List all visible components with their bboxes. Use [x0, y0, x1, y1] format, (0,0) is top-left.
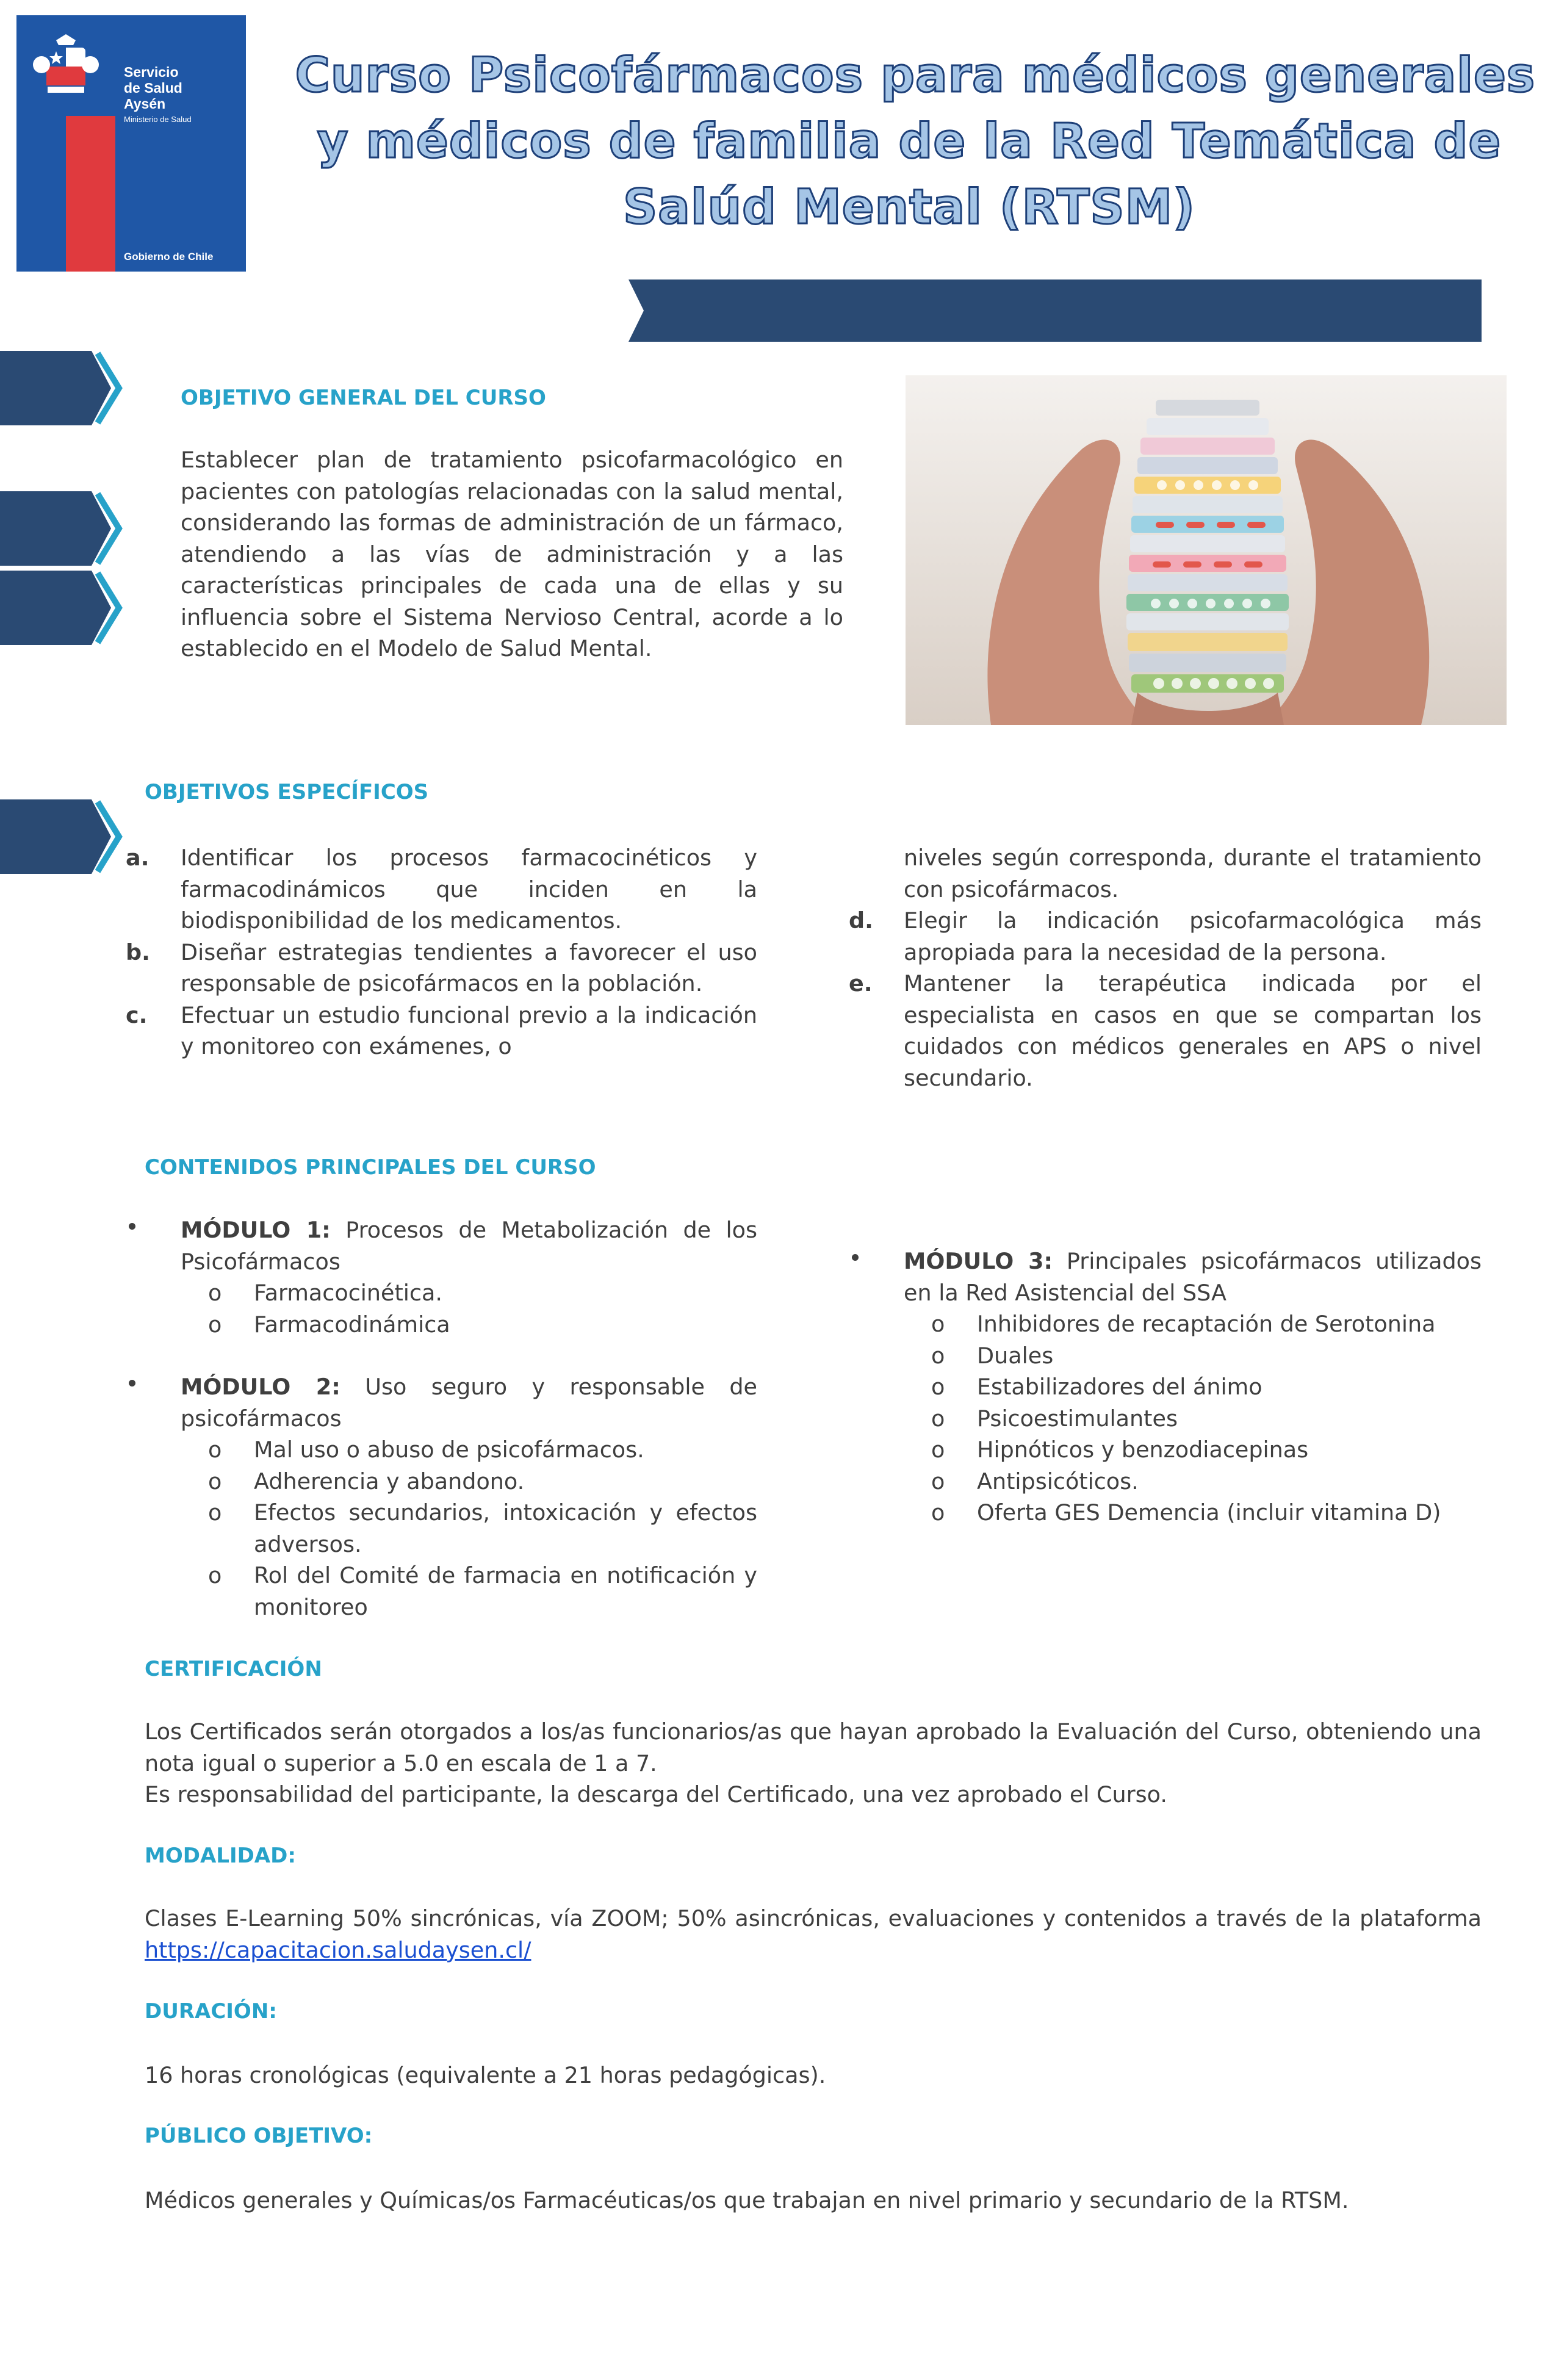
list-item — [126, 842, 757, 937]
module-text: Uso seguro y responsable de psicofármacos — [181, 1374, 757, 1432]
sub-item: o Antipsicóticos. — [931, 1468, 1139, 1495]
modalidad-description: Clases E-Learning 50% sincrónicas, vía ZOOM; 50% asincrónicas, evaluaciones y contenidos a través de la plataforma — [145, 1905, 1482, 1931]
list-item-continuation: niveles según corresponda, durante el tratamiento con psicofármacos. — [904, 845, 1482, 903]
title-banner-bar — [629, 279, 1482, 342]
sub-item: o Oferta GES Demencia (incluir vitamina D) — [931, 1499, 1441, 1526]
module-label: MÓDULO 3: — [904, 1248, 1053, 1274]
chevron-right-icon — [0, 571, 125, 645]
list-item-text: Diseñar estrategias tendientes a favorecer el uso responsable de psicofármacos en la población. — [181, 939, 757, 997]
chevron-right-icon — [0, 799, 125, 874]
title-line: Salúd Mental (RTSM) — [623, 180, 1195, 235]
list-item-text: Efectuar un estudio funcional previo a la indicación y monitoreo con exámenes, o — [181, 1001, 757, 1059]
sub-item: o Adherencia y abandono. — [208, 1468, 525, 1495]
sub-item: o Efectos secundarios, intoxicación y efectos adversos. — [208, 1499, 757, 1557]
list-letter: d. — [849, 907, 873, 934]
publico-heading: PÚBLICO OBJETIVO: — [145, 2124, 373, 2148]
bullet-icon — [129, 1380, 135, 1387]
platform-link[interactable]: https://capacitacion.saludaysen.cl/ — [145, 1936, 531, 1963]
publico-text: Médicos generales y Químicas/os Farmacéuticas/os que trabajan en nivel primario y secundario de la RTSM. — [145, 2187, 1349, 2213]
pills-in-hands-photo — [906, 375, 1507, 725]
list-item-text: Elegir la indicación psicofarmacológica más apropiada para la necesidad de la persona. — [904, 907, 1482, 965]
objetivo-general-text: Establecer plan de tratamiento psicofarmacológico en pacientes con patologías relacionadas con la salud mental, considerando las formas de administración de un fármaco, atendiendo a las vías de administración y a las características principales de cada una de ellas y su influencia sobre el Sistema Nervioso Central, acorde a lo establecido en el Modelo de Salud Mental. — [181, 447, 843, 662]
list-item — [126, 1000, 757, 1062]
sub-item: o Farmacocinética. — [208, 1280, 442, 1306]
objetivo-general-heading: OBJETIVO GENERAL DEL CURSO — [181, 386, 546, 410]
title-line: y médicos de familia de la Red Temática de — [317, 114, 1502, 169]
modulo-3 — [904, 1246, 1482, 1529]
sub-item: o Farmacodinámica — [208, 1311, 450, 1338]
bullet-icon — [852, 1254, 859, 1261]
module-label: MÓDULO 2: — [181, 1374, 340, 1400]
servicio-salud-aysen-logo — [16, 15, 246, 272]
list-item — [126, 937, 757, 1000]
list-item — [849, 905, 1482, 968]
sub-item: o Inhibidores de recaptación de Serotonina — [931, 1311, 1436, 1337]
logo-ministry: Ministerio de Salud — [124, 115, 192, 124]
modulo-2 — [181, 1371, 757, 1623]
modalidad-heading: MODALIDAD: — [145, 1844, 296, 1868]
certificacion-text — [145, 1716, 1482, 1811]
list-item-text: Mantener la terapéutica indicada por el especialista en casos en que se compartan los cuidados con médicos generales en APS o nivel secundario. — [904, 970, 1482, 1091]
sub-item: o Mal uso o abuso de psicofármacos. — [208, 1437, 644, 1463]
contenidos-heading: CONTENIDOS PRINCIPALES DEL CURSO — [145, 1155, 596, 1180]
module-item — [904, 1246, 1482, 1308]
duracion-heading: DURACIÓN: — [145, 1999, 277, 2024]
bullet-icon — [129, 1223, 135, 1230]
title-line: Curso Psicofármacos para médicos generales — [295, 48, 1536, 103]
certificacion-heading: CERTIFICACIÓN — [145, 1657, 322, 1681]
logo-government: Gobierno de Chile — [124, 251, 214, 262]
list-letter: c. — [126, 1001, 148, 1028]
chile-crest-icon — [16, 15, 115, 116]
certificacion-paragraph: Es responsabilidad del participante, la descarga del Certificado, una vez aprobado el Curso. — [145, 1781, 1167, 1808]
objetivos-list-right — [849, 905, 1482, 1094]
list-item — [849, 968, 1482, 1094]
modalidad-text — [145, 1903, 1482, 1966]
sub-item: o Estabilizadores del ánimo — [931, 1374, 1262, 1400]
sub-item: o Rol del Comité de farmacia en notificación y monitoreo — [208, 1562, 757, 1620]
logo-service-name: Servicio de Salud Aysén — [124, 64, 182, 112]
objetivos-list-left — [126, 842, 757, 1062]
module-label: MÓDULO 1: — [181, 1217, 331, 1243]
module-item — [181, 1371, 757, 1434]
list-letter: a. — [126, 845, 149, 871]
duracion-text: 16 horas cronológicas (equivalente a 21 horas pedagógicas). — [145, 2062, 826, 2088]
module-text: Principales psicofármacos utilizados en la Red Asistencial del SSA — [904, 1248, 1482, 1306]
blister-stack — [1126, 400, 1289, 693]
modulo-1 — [181, 1214, 757, 1340]
sub-item: o Psicoestimulantes — [931, 1405, 1178, 1432]
list-item-text: Identificar los procesos farmacocinéticos y farmacodinámicos que inciden en la biodisponibilidad de los medicamentos. — [181, 845, 757, 934]
list-letter: b. — [126, 939, 150, 965]
page-title — [262, 43, 1556, 240]
sub-item: o Hipnóticos y benzodiacepinas — [931, 1437, 1309, 1463]
certificacion-paragraph: Los Certificados serán otorgados a los/as funcionarios/as que hayan aprobado la Evaluación del Curso, obteniendo una nota igual o superior a 5.0 en escala de 1 a 7. — [145, 1718, 1482, 1776]
module-item — [181, 1214, 757, 1277]
chevron-right-icon — [0, 351, 125, 425]
list-letter: e. — [849, 970, 873, 997]
module-text: Procesos de Metabolización de los Psicofármacos — [181, 1217, 757, 1275]
sub-item: o Duales — [931, 1342, 1054, 1369]
chevron-right-icon — [0, 491, 125, 566]
objetivos-right-column — [849, 842, 1482, 1094]
objetivos-especificos-heading: OBJETIVOS ESPECÍFICOS — [145, 780, 429, 804]
